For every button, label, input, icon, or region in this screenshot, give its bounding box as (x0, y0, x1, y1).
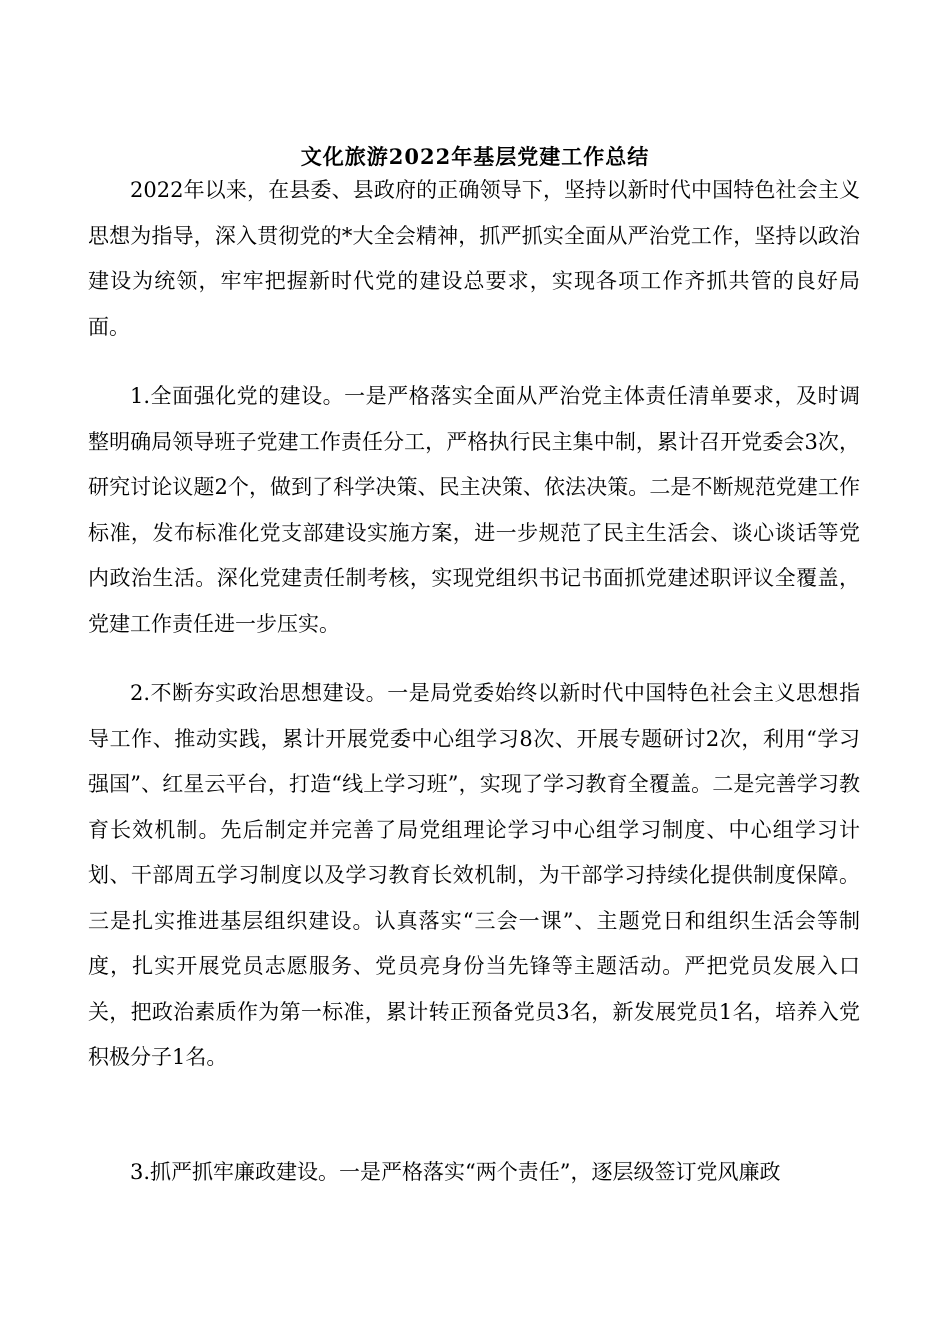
paragraph-intro: 2022年以来，在县委、县政府的正确领导下，坚持以新时代中国特色社会主义思想为指导，深入贯彻党的*大全会精神，抓严抓实全面从严治党工作，坚持以政治建设为统领，牢牢把握新时代党的建设总要求，实现各项工作齐抓共管的良好局面。 (88, 178, 860, 339)
paragraph-section-3: 3.抓严抓牢廉政建设。一是严格落实“两个责任”，逐层级签订党风廉政 (130, 1160, 781, 1184)
paragraph-section-2: 2.不断夯实政治思想建设。一是局党委始终以新时代中国特色社会主义思想指导工作、推动实践，累计开展党委中心组学习8次、开展专题研讨2次，利用“学习强国”、红星云平台，打造“线上学习班”，实现了学习教育全覆盖。二是完善学习教育长效机制。先后制定并完善了局党组理论学习中心组学习制度、中心组学习计划、干部周五学习制度以及学习教育长效机制，为干部学习持续化提供制度保障。三是扎实推进基层组织建设。认真落实“三会一课”、主题党日和组织生活会等制度，扎实开展党员志愿服务、党员亮身份当先锋等主题活动。严把党员发展入口关，把政治素质作为第一标准，累计转正预备党员3名，新发展党员1名，培养入党积极分子1名。 (88, 681, 860, 1069)
paragraph-section-1: 1.全面强化党的建设。一是严格落实全面从严治党主体责任清单要求，及时调整明确局领导班子党建工作责任分工，严格执行民主集中制，累计召开党委会3次，研究讨论议题2个，做到了科学决策、民主决策、依法决策。二是不断规范党建工作标准，发布标准化党支部建设实施方案，进一步规范了民主生活会、谈心谈话等党内政治生活。深化党建责任制考核，实现党组织书记书面抓党建述职评议全覆盖，党建工作责任进一步压实。 (88, 384, 860, 636)
document-title: 文化旅游2022年基层党建工作总结 (300, 144, 650, 169)
